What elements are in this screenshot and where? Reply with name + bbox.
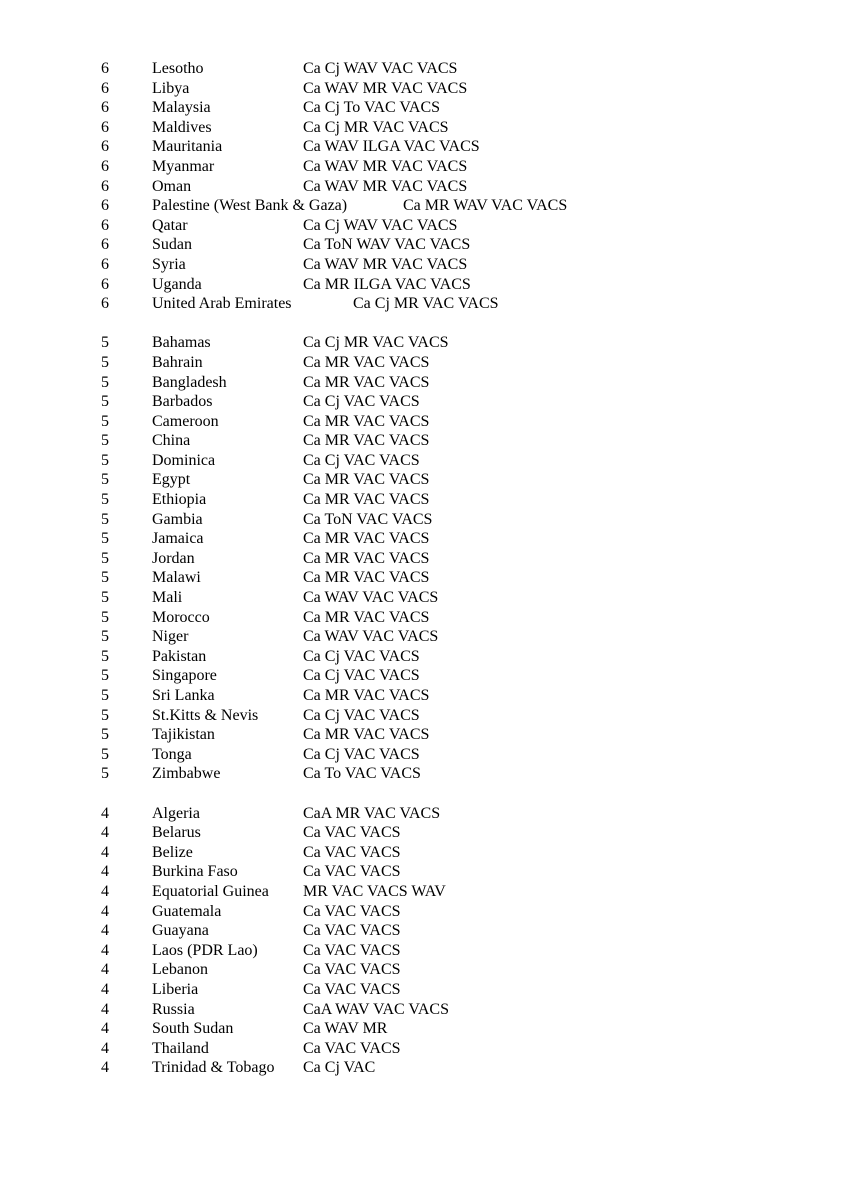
table-row bbox=[0, 745, 848, 765]
score-cell: 5 bbox=[101, 334, 109, 352]
score-cell: 5 bbox=[101, 608, 109, 626]
score-group bbox=[0, 333, 848, 784]
table-row bbox=[0, 373, 848, 393]
score-cell: 5 bbox=[101, 647, 109, 665]
score-cell: 4 bbox=[101, 824, 109, 842]
table-row bbox=[0, 79, 848, 99]
codes-cell: Ca VAC VACS bbox=[303, 843, 401, 861]
score-cell: 5 bbox=[101, 373, 109, 391]
country-cell: South Sudan bbox=[152, 1020, 234, 1038]
country-cell: Egypt bbox=[152, 471, 191, 489]
table-row bbox=[0, 137, 848, 157]
country-cell: Ethiopia bbox=[152, 491, 207, 509]
table-row bbox=[0, 157, 848, 177]
table-row bbox=[0, 902, 848, 922]
codes-cell: Ca VAC VACS bbox=[303, 1039, 401, 1057]
codes-cell: Ca Cj VAC bbox=[303, 1059, 376, 1077]
score-cell: 6 bbox=[101, 275, 109, 293]
codes-cell: CaA WAV VAC VACS bbox=[303, 1000, 449, 1018]
table-row bbox=[0, 333, 848, 353]
codes-cell: Ca VAC VACS bbox=[303, 941, 401, 959]
codes-cell: Ca MR VAC VACS bbox=[303, 530, 430, 548]
codes-cell: Ca MR VAC VACS bbox=[303, 353, 430, 371]
score-group bbox=[0, 804, 848, 1078]
table-row bbox=[0, 118, 848, 138]
country-cell: Myanmar bbox=[152, 157, 215, 175]
codes-cell: Ca WAV ILGA VAC VACS bbox=[303, 138, 480, 156]
table-row bbox=[0, 98, 848, 118]
table-row bbox=[0, 294, 848, 314]
codes-cell: Ca MR VAC VACS bbox=[303, 687, 430, 704]
table-row bbox=[0, 275, 848, 295]
country-cell: Sri Lanka bbox=[152, 687, 215, 704]
table-row bbox=[0, 862, 848, 882]
score-cell: 5 bbox=[101, 510, 109, 528]
country-cell: Niger bbox=[152, 628, 189, 646]
codes-cell: Ca Cj VAC VACS bbox=[303, 647, 420, 665]
country-cell: Russia bbox=[152, 1000, 195, 1018]
codes-cell: Ca WAV MR VAC VACS bbox=[303, 79, 468, 97]
score-cell: 5 bbox=[101, 628, 109, 646]
score-cell: 5 bbox=[101, 687, 109, 704]
codes-cell: Ca WAV VAC VACS bbox=[303, 628, 439, 646]
score-cell: 5 bbox=[101, 530, 109, 548]
country-cell: Bangladesh bbox=[152, 373, 227, 391]
score-cell: 6 bbox=[101, 138, 109, 156]
codes-cell: Ca MR VAC VACS bbox=[303, 412, 430, 430]
score-cell: 6 bbox=[101, 118, 109, 136]
score-cell: 5 bbox=[101, 765, 109, 783]
score-cell: 5 bbox=[101, 706, 109, 724]
codes-cell: Ca MR VAC VACS bbox=[303, 373, 430, 391]
score-cell: 6 bbox=[101, 295, 109, 313]
country-cell: Jamaica bbox=[152, 530, 204, 548]
score-cell: 6 bbox=[101, 177, 109, 195]
table-row bbox=[0, 588, 848, 608]
codes-cell: Ca MR VAC VACS bbox=[303, 726, 430, 744]
table-row bbox=[0, 921, 848, 941]
score-cell: 6 bbox=[101, 236, 109, 254]
country-cell: Malaysia bbox=[152, 99, 211, 117]
score-cell: 5 bbox=[101, 432, 109, 450]
codes-cell: Ca ToN VAC VACS bbox=[303, 510, 433, 528]
score-cell: 6 bbox=[101, 216, 109, 234]
codes-cell: Ca VAC VACS bbox=[303, 922, 401, 940]
table-row bbox=[0, 196, 848, 216]
codes-cell: Ca WAV MR VAC VACS bbox=[303, 157, 468, 175]
country-cell: Belize bbox=[152, 843, 193, 861]
table-row bbox=[0, 1019, 848, 1039]
country-cell: Barbados bbox=[152, 393, 213, 411]
country-cell: Sudan bbox=[152, 236, 192, 254]
table-row bbox=[0, 941, 848, 961]
table-row bbox=[0, 529, 848, 549]
codes-cell: Ca Cj VAC VACS bbox=[303, 706, 420, 724]
table-row bbox=[0, 510, 848, 530]
score-cell: 4 bbox=[101, 882, 109, 900]
country-cell: Lebanon bbox=[152, 961, 208, 979]
score-cell: 5 bbox=[101, 451, 109, 469]
codes-cell: Ca Cj To VAC VACS bbox=[303, 99, 441, 117]
codes-cell: Ca VAC VACS bbox=[303, 980, 401, 998]
country-cell: Dominica bbox=[152, 451, 216, 469]
country-cell: Jordan bbox=[152, 549, 195, 567]
score-cell: 5 bbox=[101, 745, 109, 763]
score-cell: 4 bbox=[101, 804, 109, 822]
codes-cell: Ca VAC VACS bbox=[303, 863, 401, 881]
country-cell: Burkina Faso bbox=[152, 863, 238, 881]
country-cell: Oman bbox=[152, 177, 192, 195]
codes-cell: Ca Cj WAV VAC VACS bbox=[303, 60, 458, 77]
country-cell: Uganda bbox=[152, 275, 202, 293]
score-cell: 5 bbox=[101, 491, 109, 509]
codes-cell: Ca MR VAC VACS bbox=[303, 432, 430, 450]
table-row bbox=[0, 549, 848, 569]
country-cell: Palestine (West Bank & Gaza) bbox=[152, 197, 348, 215]
score-cell: 4 bbox=[101, 902, 109, 920]
table-row bbox=[0, 882, 848, 902]
score-cell: 4 bbox=[101, 1000, 109, 1018]
score-cell: 5 bbox=[101, 471, 109, 489]
country-cell: Thailand bbox=[152, 1039, 209, 1057]
score-cell: 6 bbox=[101, 79, 109, 97]
table-row bbox=[0, 59, 848, 79]
table-row bbox=[0, 804, 848, 824]
country-cell: China bbox=[152, 432, 191, 450]
codes-cell: Ca MR VAC VACS bbox=[303, 569, 430, 587]
table-row bbox=[0, 823, 848, 843]
table-row bbox=[0, 431, 848, 451]
codes-cell: Ca VAC VACS bbox=[303, 902, 401, 920]
score-cell: 5 bbox=[101, 569, 109, 587]
country-cell: Qatar bbox=[152, 216, 188, 234]
score-cell: 4 bbox=[101, 1039, 109, 1057]
score-group bbox=[0, 59, 848, 314]
country-cell: Liberia bbox=[152, 980, 199, 998]
score-cell: 4 bbox=[101, 961, 109, 979]
table-row bbox=[0, 960, 848, 980]
country-cell: St.Kitts & Nevis bbox=[152, 706, 259, 724]
codes-cell: Ca MR VAC VACS bbox=[303, 549, 430, 567]
country-cell: Zimbabwe bbox=[152, 765, 221, 783]
table-row bbox=[0, 353, 848, 373]
country-cell: Gambia bbox=[152, 510, 203, 528]
codes-cell: Ca Cj VAC VACS bbox=[303, 667, 420, 685]
score-cell: 5 bbox=[101, 667, 109, 685]
codes-cell: MR VAC VACS WAV bbox=[303, 882, 446, 900]
score-cell: 4 bbox=[101, 863, 109, 881]
score-cell: 6 bbox=[101, 60, 109, 77]
codes-cell: Ca MR VAC VACS bbox=[303, 608, 430, 626]
country-cell: Trinidad & Tobago bbox=[152, 1059, 275, 1077]
codes-cell: Ca WAV MR VAC VACS bbox=[303, 177, 468, 195]
country-cell: Singapore bbox=[152, 667, 217, 685]
codes-cell: Ca MR VAC VACS bbox=[303, 471, 430, 489]
table-row bbox=[0, 412, 848, 432]
score-cell: 5 bbox=[101, 726, 109, 744]
country-cell: Cameroon bbox=[152, 412, 219, 430]
codes-cell: Ca Cj VAC VACS bbox=[303, 451, 420, 469]
table-row bbox=[0, 666, 848, 686]
country-cell: Belarus bbox=[152, 824, 201, 842]
codes-cell: Ca WAV VAC VACS bbox=[303, 589, 439, 607]
codes-cell: Ca Cj MR VAC VACS bbox=[303, 118, 449, 136]
score-cell: 6 bbox=[101, 255, 109, 273]
codes-cell: Ca MR WAV VAC VACS bbox=[403, 197, 568, 215]
codes-cell: Ca Cj MR VAC VACS bbox=[303, 334, 449, 352]
codes-cell: Ca ToN WAV VAC VACS bbox=[303, 236, 471, 254]
table-row bbox=[0, 235, 848, 255]
country-score-list bbox=[0, 59, 848, 1078]
score-cell: 4 bbox=[101, 1059, 109, 1077]
codes-cell: Ca Cj VAC VACS bbox=[303, 393, 420, 411]
score-cell: 6 bbox=[101, 99, 109, 117]
country-cell: Bahamas bbox=[152, 334, 211, 352]
table-row bbox=[0, 392, 848, 412]
codes-cell: Ca Cj VAC VACS bbox=[303, 745, 420, 763]
table-row bbox=[0, 843, 848, 863]
score-cell: 5 bbox=[101, 412, 109, 430]
score-cell: 4 bbox=[101, 980, 109, 998]
country-cell: Guatemala bbox=[152, 902, 222, 920]
table-row bbox=[0, 451, 848, 471]
table-row bbox=[0, 177, 848, 197]
table-row bbox=[0, 647, 848, 667]
table-row bbox=[0, 490, 848, 510]
country-cell: Algeria bbox=[152, 804, 200, 822]
codes-cell: CaA MR VAC VACS bbox=[303, 804, 441, 822]
codes-cell: Ca VAC VACS bbox=[303, 824, 401, 842]
table-row bbox=[0, 1058, 848, 1078]
codes-cell: Ca Cj WAV VAC VACS bbox=[303, 216, 458, 234]
codes-cell: Ca MR ILGA VAC VACS bbox=[303, 275, 471, 293]
score-cell: 4 bbox=[101, 941, 109, 959]
table-row bbox=[0, 608, 848, 628]
table-row bbox=[0, 568, 848, 588]
country-cell: Pakistan bbox=[152, 647, 207, 665]
country-cell: Laos (PDR Lao) bbox=[152, 941, 258, 959]
country-cell: Guayana bbox=[152, 922, 209, 940]
score-cell: 4 bbox=[101, 1020, 109, 1038]
score-cell: 6 bbox=[101, 197, 109, 215]
country-cell: Libya bbox=[152, 79, 190, 97]
country-cell: Bahrain bbox=[152, 353, 203, 371]
codes-cell: Ca WAV MR VAC VACS bbox=[303, 255, 468, 273]
country-cell: Morocco bbox=[152, 608, 210, 626]
codes-cell: Ca To VAC VACS bbox=[303, 765, 421, 783]
codes-cell: Ca WAV MR bbox=[303, 1020, 388, 1038]
country-cell: Syria bbox=[152, 255, 186, 273]
table-row bbox=[0, 725, 848, 745]
table-row bbox=[0, 980, 848, 1000]
score-cell: 5 bbox=[101, 589, 109, 607]
codes-cell: Ca MR VAC VACS bbox=[303, 491, 430, 509]
table-row bbox=[0, 764, 848, 784]
country-cell: Lesotho bbox=[152, 60, 204, 77]
country-cell: Maldives bbox=[152, 118, 212, 136]
table-row bbox=[0, 1039, 848, 1059]
score-cell: 5 bbox=[101, 393, 109, 411]
country-cell: Tajikistan bbox=[152, 726, 215, 744]
table-row bbox=[0, 470, 848, 490]
table-row bbox=[0, 706, 848, 726]
table-row bbox=[0, 627, 848, 647]
codes-cell: Ca Cj MR VAC VACS bbox=[353, 295, 499, 313]
country-cell: Tonga bbox=[152, 745, 192, 763]
codes-cell: Ca VAC VACS bbox=[303, 961, 401, 979]
table-row bbox=[0, 1000, 848, 1020]
table-row bbox=[0, 686, 848, 706]
table-row bbox=[0, 255, 848, 275]
country-cell: Mauritania bbox=[152, 138, 223, 156]
score-cell: 4 bbox=[101, 922, 109, 940]
country-cell: Equatorial Guinea bbox=[152, 882, 269, 900]
country-cell: Mali bbox=[152, 589, 183, 607]
country-cell: United Arab Emirates bbox=[152, 295, 292, 313]
table-row bbox=[0, 216, 848, 236]
score-cell: 5 bbox=[101, 353, 109, 371]
score-cell: 5 bbox=[101, 549, 109, 567]
score-cell: 6 bbox=[101, 157, 109, 175]
score-cell: 4 bbox=[101, 843, 109, 861]
country-cell: Malawi bbox=[152, 569, 201, 587]
